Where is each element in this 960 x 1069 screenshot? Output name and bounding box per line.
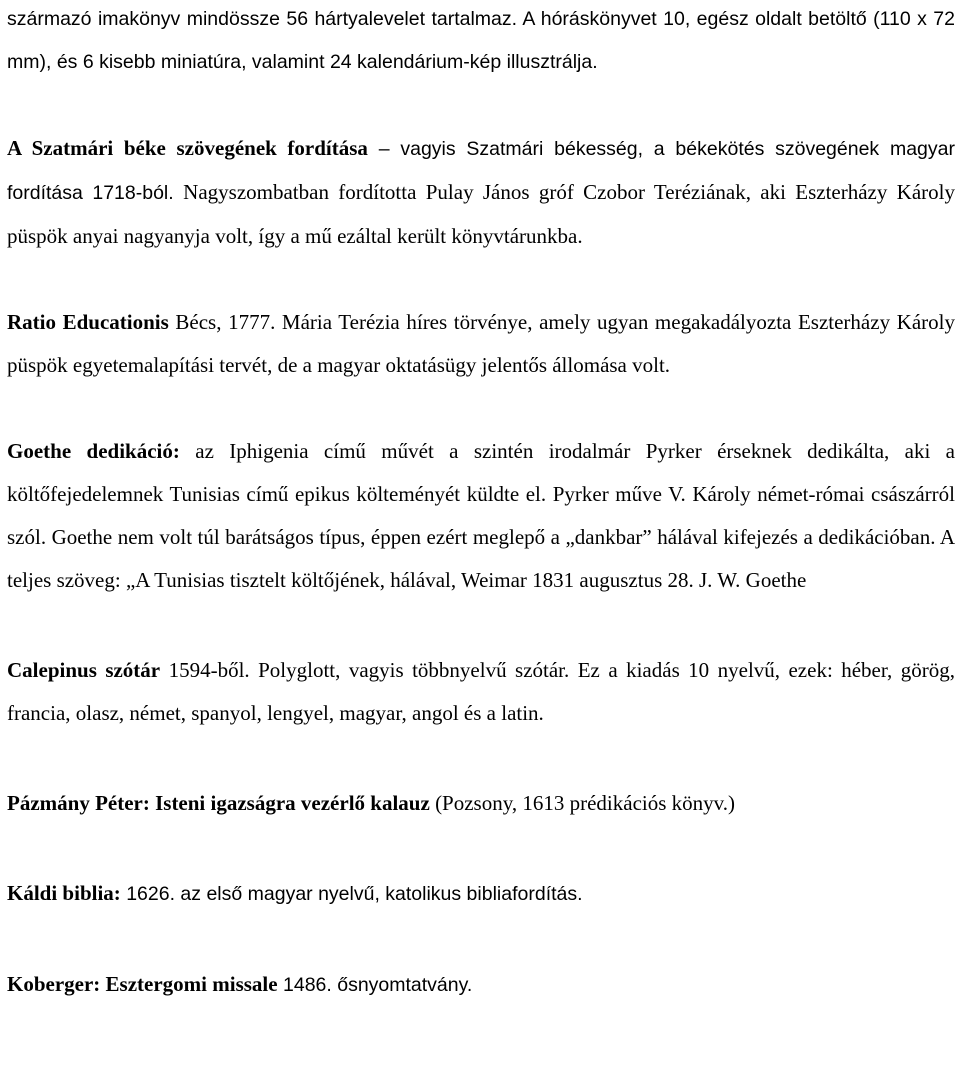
- paragraph-kaldi-bible: [7, 872, 955, 916]
- paragraph-koberger: [7, 963, 955, 1007]
- paragraph-title: Koberger: Esztergomi missale: [7, 972, 278, 996]
- paragraph-title: Calepinus szótár: [7, 658, 161, 682]
- paragraph-text: 1594-ből. Polyglott, vagyis többnyelvű szótár. Ez a kiadás 10 nyelvű, ezek: héber, görög, francia, olasz, német, spanyol, lengyel, magyar, angol és a latin.: [7, 658, 955, 725]
- paragraph-title: Goethe dedikáció:: [7, 439, 180, 463]
- paragraph-text: Nagyszombatban fordította Pulay János gróf Czobor Teréziának, aki Eszterházy Károly püspök anyai nagyanyja volt, így a mű ezáltal került könyvtárunkba.: [7, 180, 955, 248]
- paragraph-goethe-dedication: [7, 430, 955, 602]
- paragraph-title: A Szatmári béke szövegének fordítása: [7, 136, 368, 160]
- paragraph-calepinus: [7, 649, 955, 735]
- paragraph-title: Pázmány Péter: Isteni igazságra vezérlő kalauz: [7, 791, 430, 815]
- paragraph-text: (Pozsony, 1613 prédikációs könyv.): [429, 791, 736, 815]
- paragraph-text: az Iphigenia című művét a szintén irodalmár Pyrker érseknek dedikálta, aki a költőfejedelemnek Tunisias című epikus költeményét küldte el. Pyrker műve V. Károly német-római császárról szól. Goethe nem volt túl barátságos típus, éppen ezért meglepő a „dankbar” hálával kifejezés a dedikációban. A teljes szöveg: „A Tunisias tisztelt költőjének, hálával, Weimar 1831 augusztus 28. J. W. Goethe: [7, 439, 955, 592]
- document-body: [7, 0, 955, 1007]
- paragraph-text: származó imakönyv mindössze 56 hártyalevelet tartalmaz. A hóráskönyvet 10, egész oldalt betöltő (110 x 72 mm), és 6 kisebb miniatúra, valamint 24 kalendárium-kép illusztrálja.: [7, 8, 955, 73]
- paragraph-hora-book: [7, 0, 955, 84]
- paragraph-text: 1626. az első magyar nyelvű, katolikus bibliafordítás.: [120, 883, 583, 905]
- paragraph-text: 1486. ősnyomtatvány.: [277, 974, 473, 996]
- paragraph-title: Ratio Educationis: [7, 310, 169, 334]
- paragraph-text-sans: – vagyis Szatmári békesség, a békekötés szövegének magyar fordítása 1718-ból.: [7, 138, 955, 204]
- paragraph-ratio-educationis: [7, 301, 955, 387]
- paragraph-text: Bécs, 1777. Mária Terézia híres törvénye, amely ugyan megakadályozta Eszterházy Károly püspök egyetemalapítási tervét, de a magyar oktatásügy jelentős állomása volt.: [7, 310, 955, 377]
- paragraph-szatmari-peace: [7, 127, 955, 258]
- paragraph-pazmany: [7, 782, 955, 825]
- paragraph-title: Káldi biblia:: [7, 881, 121, 905]
